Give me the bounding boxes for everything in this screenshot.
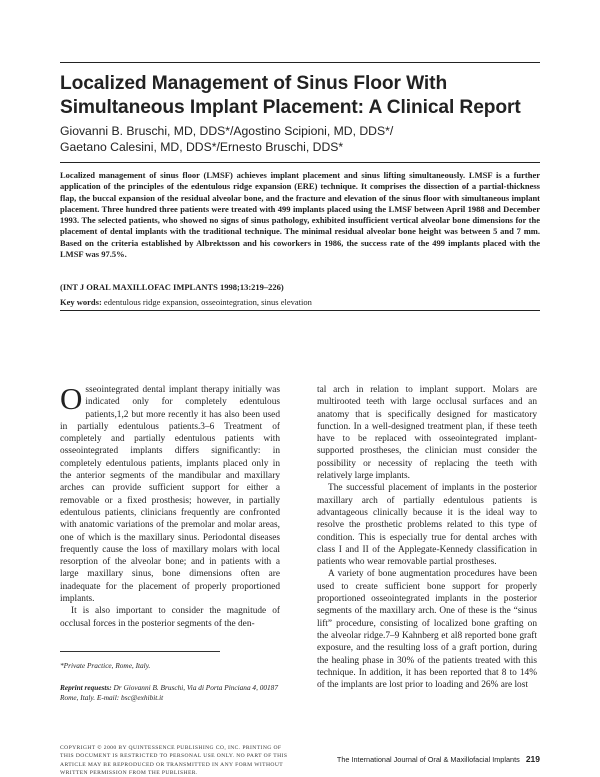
keywords-label: Key words: — [60, 297, 102, 307]
paragraph: tal arch in relation to implant support. Molars are multirooted teeth with large occlusal surfaces and an anatomy that is specifically designed for masticatory function. In a well-designed treatment plan, if these teeth have to be replaced with osseointegrated implant-supported prostheses, the clinician must consider the possibility or necessity of replacing the teeth with relatively large implants. — [317, 385, 537, 482]
authors-line-2: Gaetano Calesini, MD, DDS*/Ernesto Bruschi, DDS* — [60, 140, 344, 154]
drop-cap: O — [60, 381, 83, 416]
intro-paragraph — [60, 381, 280, 605]
abstract-rule — [60, 310, 540, 311]
page-number: 219 — [525, 754, 540, 764]
header-rule — [60, 62, 540, 63]
paragraph-text: sseointegrated dental implant therapy initially was indicated only for completely edentulous patients,1,2 but more recently it has also been used in partially edentulous patients.3–6 Treatment of completely and partially edentulous patients with osseointegrated implants differs significantly: in completely edentulous patients, implants placed only in the anterior segments of the mandibular and maxillary arches can provide sufficient support for either a removable or a fixed prosthesis; however, in partially edentulous patients, clinicians frequently are confronted with anatomic variations of the premolar and molar areas, one of which is the maxillary sinus. Periodontal diseases frequently cause the loss of maxillary molars with local resorption of the alveolar bone; and in patients with a large maxillary sinus, bone dimensions often are inadequate for the placement of properly proportioned implants. — [60, 385, 280, 605]
journal-citation: (INT J ORAL MAXILLOFAC IMPLANTS 1998;13:219–226) — [60, 282, 284, 292]
keywords-text: edentulous ridge expansion, osseointegration, sinus elevation — [101, 297, 312, 307]
author-list — [60, 123, 540, 155]
paragraph: A variety of bone augmentation procedures have been used to create sufficient bone support for properly proportioned osseointegrated implants in the posterior segments of the maxillary arch. One of these is the “sinus lift” procedure, consisting of localized bone grafting on the alveolar ridge.7–9 Kahnberg et al8 reported bone graft exposure, and the resulting loss of a graft portion, during the healing phase in 30% of the patients treated with this technique. In addition, it has been reported that 8 to 14% of the implants are lost prior to loading and 26% are lost — [317, 569, 537, 691]
keywords — [60, 297, 540, 307]
affiliation-footnote: *Private Practice, Rome, Italy. — [60, 661, 151, 670]
abstract: Localized management of sinus floor (LMSF) achieves implant placement and sinus lifting simultaneously. LMSF is a further application of the principles of the edentulous ridge expansion (ERE) technique. It comprises the dissection of a partial-thickness flap, the buccal expansion of the residual alveolar bone, and the fracture and elevation of the sinus floor with simultaneous implant placement. Three hundred three patients were treated with 499 implants placed using the LMSF between April 1988 and December 1993. The selected patients, who showed no signs of sinus pathology, exhibited insufficient vertical alveolar bone dimensions for the placement of dental implants with the traditional technique. The minimal residual alveolar bone height was between 5 and 7 mm. Based on the criteria established by Albrektsson and his coworkers in 1986, the success rate of the 499 implants placed with the LMSF was 97.5%. — [60, 170, 540, 260]
journal-name: The International Journal of Oral & Maxillofacial Implants — [336, 755, 520, 764]
article-title — [60, 72, 540, 120]
reprint-text: Dr Giovanni B. Bruschi, Via di Porta Pinciana 4, 00187 Rome, Italy. E-mail: bsc@exhibit.it — [60, 683, 278, 702]
title-line-2: Simultaneous Implant Placement: A Clinical Report — [60, 97, 521, 118]
reprint-label: Reprint requests: — [60, 683, 112, 692]
body-column-right — [317, 384, 537, 691]
paragraph: It is also important to consider the magnitude of occlusal forces in the posterior segments of the den- — [60, 606, 280, 629]
authors-line-1: Giovanni B. Bruschi, MD, DDS*/Agostino Scipioni, MD, DDS*/ — [60, 124, 394, 138]
journal-footer — [337, 754, 540, 764]
reprint-footnote — [60, 683, 280, 703]
footnote-rule — [60, 651, 220, 652]
copyright-notice: COPYRIGHT © 2000 BY QUINTESSENCE PUBLISHING CO, INC. PRINTING OF THIS DOCUMENT IS RESTRICTED TO PERSONAL USE ONLY. NO PART OF THIS ARTICLE MAY BE REPRODUCED OR TRANSMITTED IN ANY FORM WITHOUT WRITTEN PERMISSION FROM THE PUBLISHER. — [60, 745, 288, 776]
body-column-left — [60, 381, 280, 630]
title-rule — [60, 162, 540, 163]
paragraph: The successful placement of implants in the posterior maxillary arch of partially edentulous patients is advantageous clinically because it is the ideal way to resolve the prosthetic problems related to this type of condition. This is especially true for dental arches with class I and II of the Applegate-Kennedy classification in patients who wear removable partial prostheses. — [317, 483, 537, 568]
title-line-1: Localized Management of Sinus Floor With — [60, 73, 448, 94]
